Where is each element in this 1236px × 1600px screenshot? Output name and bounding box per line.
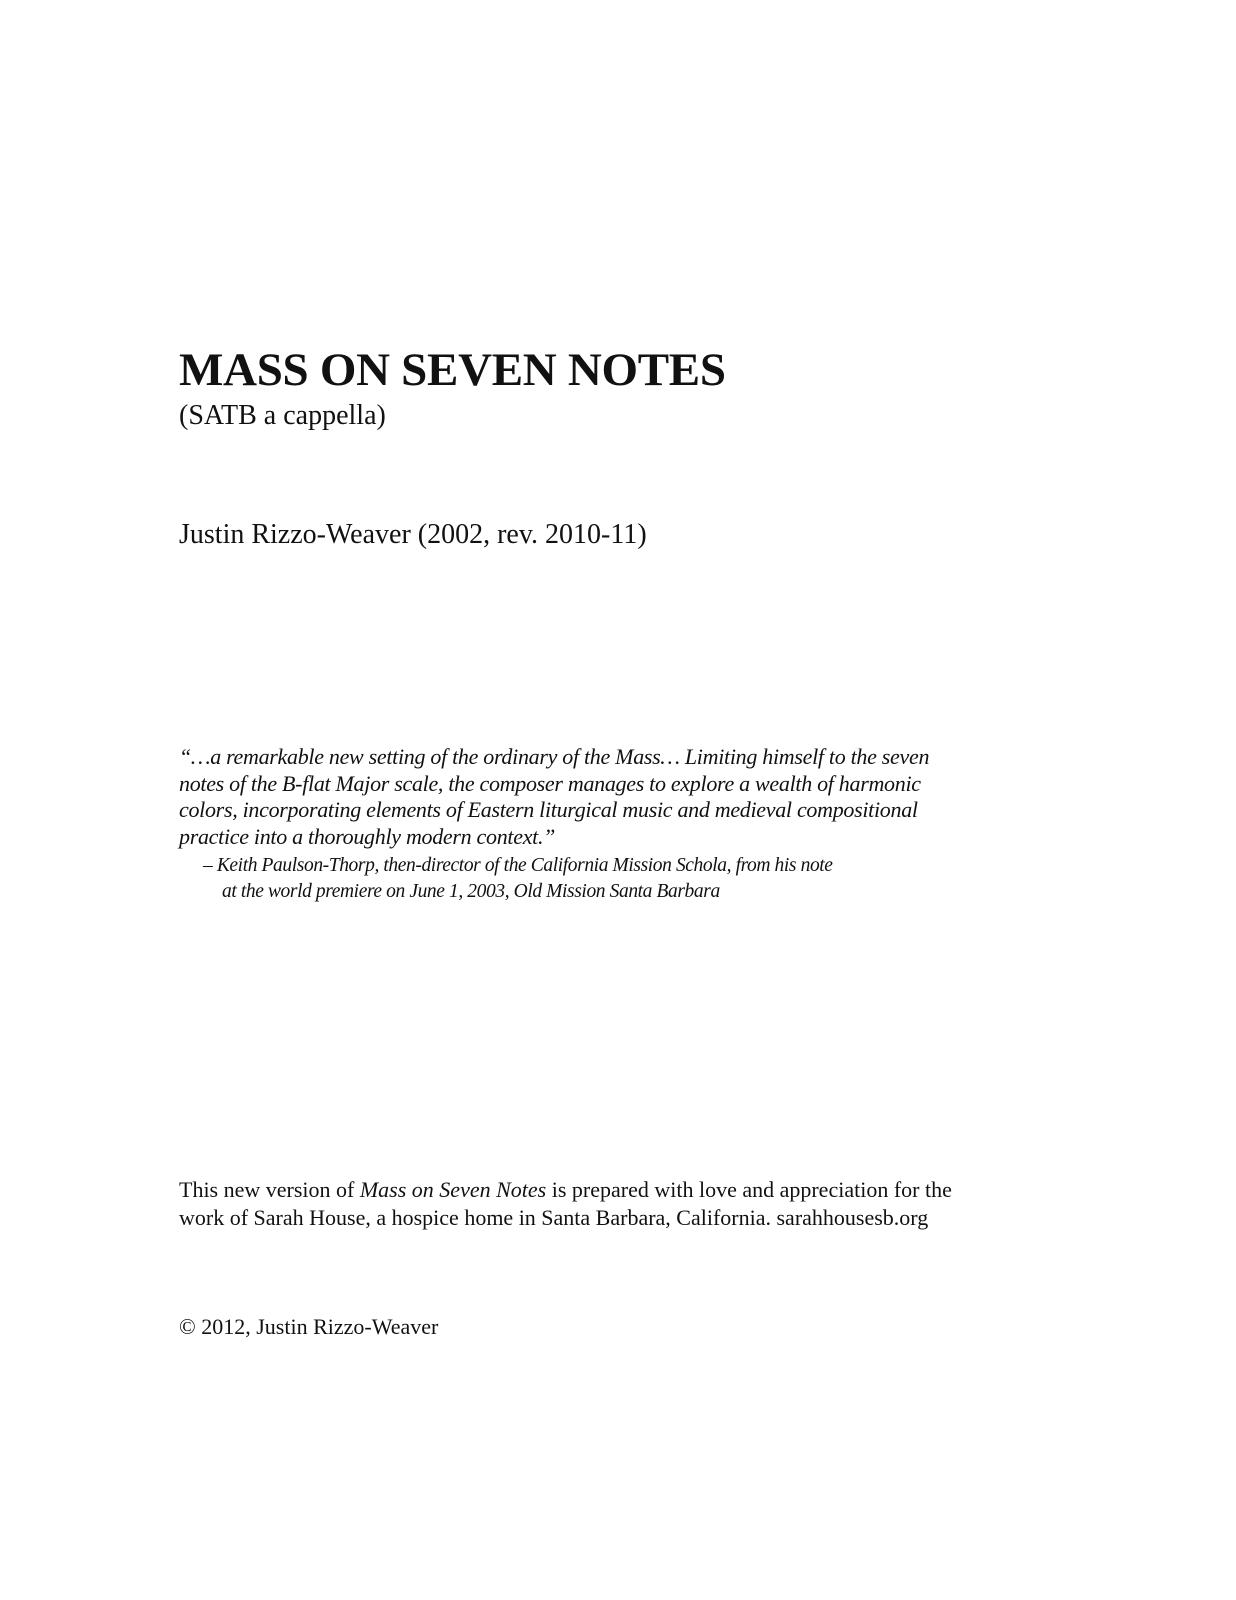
work-title: Mass on Seven Notes (359, 1177, 547, 1202)
dedication-suffix: is prepared with love and appreciation for the (546, 1177, 952, 1202)
page-title: MASS ON SEVEN NOTES (179, 344, 726, 396)
quote-line: colors, incorporating elements of Eastern liturgical music and medieval compositional (179, 797, 918, 822)
quote-line: “…a remarkable new setting of the ordinary of the Mass… Limiting himself to the seven (179, 744, 930, 769)
attribution-line: at the world premiere on June 1, 2003, Old Mission Santa Barbara (222, 881, 720, 902)
attribution-line: – Keith Paulson-Thorp, then-director of the California Mission Schola, from his note (203, 855, 833, 876)
dedication (179, 1176, 952, 1232)
composer-line: Justin Rizzo-Weaver (2002, rev. 2010-11) (179, 519, 647, 550)
quote-line: practice into a thoroughly modern context.” (179, 823, 556, 849)
dedication-line (179, 1176, 952, 1204)
subtitle: (SATB a cappella) (179, 400, 386, 431)
review-quote (179, 744, 929, 850)
dedication-prefix: This new version of (179, 1177, 360, 1202)
quote-attribution (203, 853, 833, 905)
dedication-line: work of Sarah House, a hospice home in Santa Barbara, California. sarahhousesb.org (179, 1205, 929, 1230)
copyright-notice: © 2012, Justin Rizzo-Weaver (179, 1314, 439, 1339)
quote-line: notes of the B-flat Major scale, the composer manages to explore a wealth of harmonic (179, 770, 921, 796)
